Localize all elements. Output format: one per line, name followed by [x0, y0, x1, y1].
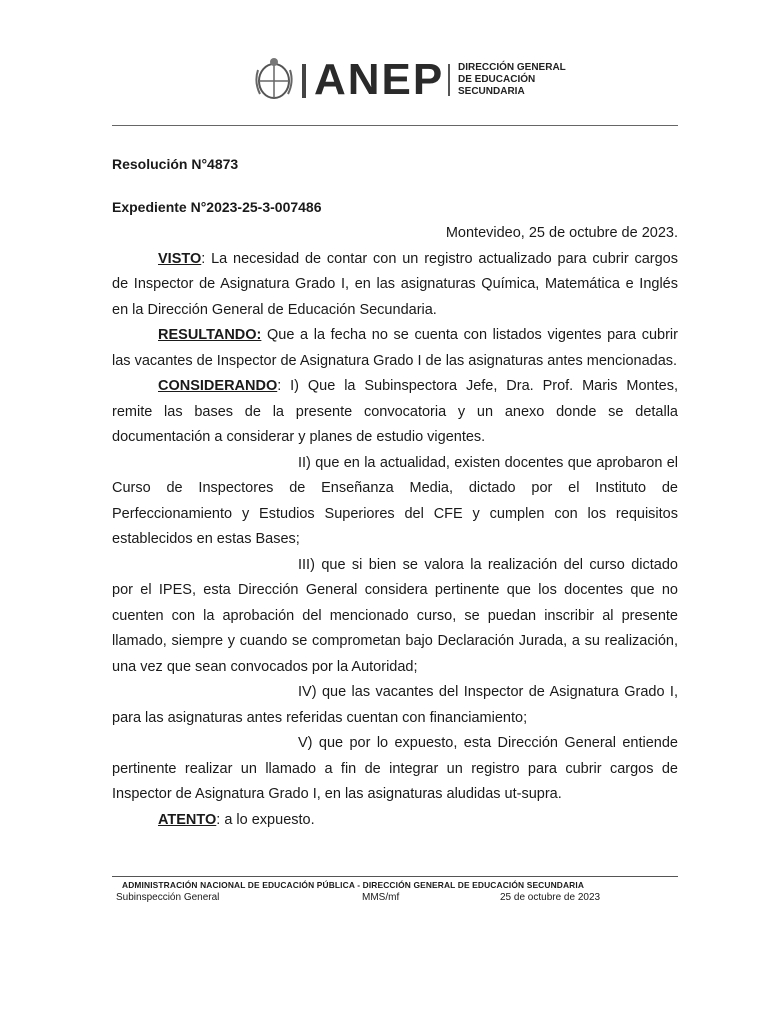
footer-date: 25 de octubre de 2023: [500, 892, 601, 903]
resultando-text: Que a la fecha no se cuenta con listados vigentes para cubrir las vacantes de Inspector de Asignatura Grado I de las asignaturas antes mencionadas.: [112, 327, 678, 369]
footer-institution: ADMINISTRACIÓN NACIONAL DE EDUCACIÓN PÚBLICA - DIRECCIÓN GENERAL DE EDUCACIÓN SECUNDARIA: [122, 880, 585, 890]
header-divider: [112, 125, 678, 126]
visto-paragraph: [112, 247, 678, 324]
org-line-2: DE EDUCACIÓN: [458, 74, 536, 85]
letterhead: [252, 54, 592, 110]
resolution-number: Resolución N°4873: [112, 156, 239, 172]
org-name: [458, 62, 566, 98]
document-body: [112, 221, 678, 833]
expediente-number: Expediente N°2023-25-3-007486: [112, 199, 322, 215]
anep-logo: ANEP: [314, 55, 445, 104]
considerando-text: : I) Que la Subinspectora Jefe, Dra. Prof. Maris Montes, remite las bases de la presente convocatoria y un anexo donde se detalla documentación a considerar y planes de estudio vigentes.: [112, 378, 678, 445]
resultando-label: RESULTANDO:: [158, 327, 262, 343]
footer-office: Subinspección General: [116, 892, 220, 903]
considerando-item-iii: III) que si bien se valora la realización del curso dictado por el IPES, esta Dirección General considera pertinente que los docentes que no cuenten con la aprobación del mencionado curso, se puedan inscribir al presente llamado, siempre y cuando se comprometan bajo Declaración Jurada, a su realización, una vez que sean convocados por la Autoridad;: [112, 556, 678, 675]
considerando-item-iv: IV) que las vacantes del Inspector de Asignatura Grado I, para las asignaturas antes referidas cuentan con financiamiento;: [112, 684, 678, 726]
considerando-item-v: V) que por lo expuesto, esta Dirección General entiende pertinente realizar un llamado a fin de integrar un registro para cubrir cargos de Inspector de Asignatura Grado I, en las asignaturas aludidas ut-supra.: [112, 735, 678, 802]
considerando-item-ii: II) que en la actualidad, existen docentes que aprobaron el Curso de Inspectores de Enseñanza Media, dictado por el Instituto de Perfeccionamiento y Estudios Superiores del CFE y cumplen con los requisitos establecidos en estas Bases;: [112, 454, 678, 547]
logo-bar: [302, 64, 306, 98]
atento-text: : a lo expuesto.: [216, 811, 315, 828]
footer-divider: [112, 876, 678, 877]
resultando-paragraph: [112, 323, 678, 374]
considerando-label: CONSIDERANDO: [158, 378, 278, 394]
atento-label: ATENTO: [158, 811, 217, 828]
date-line: Montevideo, 25 de octubre de 2023.: [445, 225, 678, 241]
visto-text: : La necesidad de contar con un registro actualizado para cubrir cargos de Inspector de Asignatura Grado I, en las asignaturas Química, Matemática e Inglés en la Dirección General de Educación Secundaria.: [112, 250, 678, 318]
considerando-paragraph: [112, 374, 678, 451]
footer-initials: MMS/mf: [362, 892, 400, 903]
visto-label: VISTO: [158, 250, 202, 267]
uruguay-coat-of-arms-icon: [252, 56, 296, 102]
atento-paragraph: [112, 808, 678, 834]
org-line-3: SECUNDARIA: [458, 86, 525, 97]
logo-separator: [448, 64, 450, 96]
org-line-1: DIRECCIÓN GENERAL: [458, 62, 566, 73]
